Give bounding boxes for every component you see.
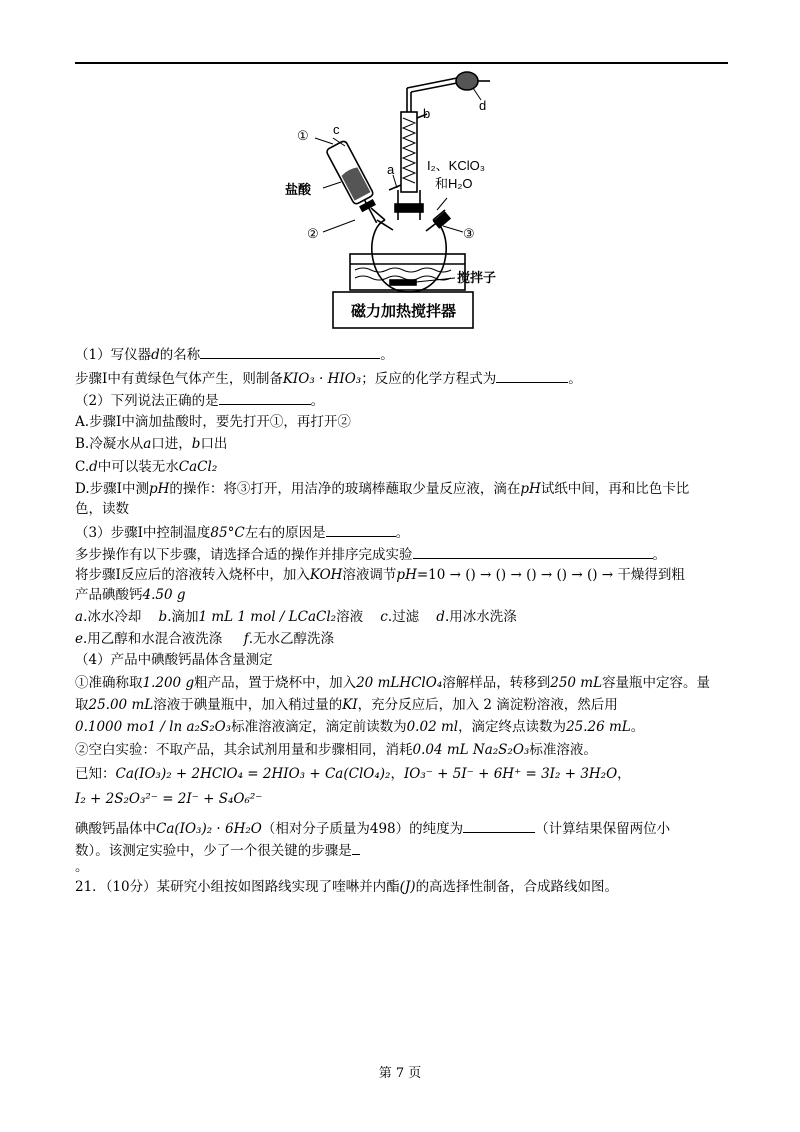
- apparatus-diagram: [285, 70, 505, 340]
- q4-step1-cont: 取25.00 mL溶液于碘量瓶中，加入稍过量的KI，充分反应后，加入 2 滴淀粉溶液，然后用: [75, 697, 618, 713]
- period-line: 。: [75, 859, 89, 875]
- label-hcl: 盐酸: [285, 182, 312, 197]
- key-step-line: 数）。该测定实验中，少了一个很关键的步骤是: [75, 840, 735, 860]
- purity-line: 碘酸钙晶体中Ca(IO₃)₂ · 6H₂O（相对分子质量为498）的纯度为 （计算结果保留两位小: [75, 818, 735, 838]
- option-d-cont: 色，读数: [75, 501, 129, 517]
- label-c: c: [333, 122, 340, 137]
- label-reagents-1: I₂、KClO₃: [427, 158, 486, 173]
- q3-steps-line: 多步操作有以下步骤，请选择合适的操作并排序完成实验 。: [75, 544, 735, 564]
- answer-blank[interactable]: [219, 390, 311, 405]
- q3-product-line: 产品碘酸钙4.50 g: [75, 587, 186, 603]
- label-circle-3: ③: [463, 226, 475, 241]
- label-d: d: [479, 98, 487, 113]
- label-circle-1: ①: [297, 128, 309, 143]
- q21-line: 21．（10分）某研究小组按如图路线实现了喹啉并内酯(J)的高选择性制备，合成路线如图。: [75, 879, 619, 895]
- q3-line: （3）步骤Ⅰ中控制温度85°C左右的原因是 。: [75, 522, 735, 542]
- option-d: D.步骤Ⅰ中测pH的操作：将③打开，用洁净的玻璃棒蘸取少量反应液，滴在pH试纸中间，再和比色卡比: [75, 481, 690, 497]
- answer-blank[interactable]: [326, 522, 396, 537]
- steps-e-f: e.用乙醇和水混合液洗涤 f.无水乙醇洗涤: [75, 631, 335, 647]
- label-circle-2: ②: [307, 226, 319, 241]
- q4-step1-line: ①准确称取1.200 g粗产品，置于烧杯中，加入20 mLHClO₄溶解样品，转移到250 mL容量瓶中定容。量: [75, 675, 711, 691]
- stir-bar: [390, 280, 416, 285]
- q3-procedure-line: 将步骤Ⅰ反应后的溶液转入烧杯中，加入KOH溶液调节pH=10 → () → () → () → () → () → 干燥得到粗: [75, 567, 685, 583]
- q1-line: （1）写仪器d的名称 。: [75, 344, 735, 364]
- answer-blank[interactable]: [413, 544, 653, 559]
- option-c: C.d中可以装无水CaCl₂: [75, 459, 218, 475]
- q1-equation-line: 步骤Ⅰ中有黄绿色气体产生，则制备KIO₃ · HIO₃；反应的化学方程式为 。: [75, 368, 735, 388]
- answer-blank[interactable]: [200, 344, 380, 359]
- answer-blank[interactable]: [496, 368, 568, 383]
- answer-blank[interactable]: [463, 818, 535, 833]
- option-b: B.冷凝水从a口进，b口出: [75, 436, 228, 452]
- known-equations-line: 已知：Ca(IO₃)₂ + 2HClO₄ = 2HIO₃ + Ca(ClO₄)₂，IO₃⁻ + 5I⁻ + 6H⁺ = 3I₂ + 3H₂O，: [75, 766, 631, 782]
- label-heater: 磁力加热搅拌器: [351, 303, 457, 320]
- q4-titration-line: 0.1000 mo1 / ln a₂S₂O₃标准溶液滴定，滴定前读数为0.02 ml，滴定终点读数为25.26 mL。: [75, 719, 645, 735]
- q2-line: （2）下列说法正确的是 。: [75, 390, 735, 410]
- header-rule: [75, 62, 728, 64]
- page-number: 第 7 页: [378, 1066, 422, 1081]
- label-b: b: [423, 106, 431, 121]
- label-reagents-2: 和H₂O: [435, 176, 473, 191]
- answer-blank[interactable]: [352, 840, 360, 855]
- label-stirrer: 搅拌子: [457, 270, 497, 285]
- option-a: A.步骤Ⅰ中滴加盐酸时，要先打开①，再打开②: [75, 414, 351, 430]
- known-equation-2: I₂ + 2S₂O₃²⁻ = 2I⁻ + S₄O₆²⁻: [75, 791, 263, 807]
- q4-blank-test-line: ②空白实验：不取产品，其余试剂用量和步骤相同，消耗0.04 mL Na₂S₂O₃标准溶液。: [75, 742, 597, 758]
- steps-a-d: a.冰水冷却 b.滴加1 mL 1 mol / LCaCl₂溶液 c.过滤 d.用冰水洗涤: [75, 609, 517, 625]
- q4-line: （4）产品中碘酸钙晶体含量测定: [75, 652, 273, 668]
- label-a: a: [387, 162, 395, 177]
- drying-tube: [456, 72, 478, 90]
